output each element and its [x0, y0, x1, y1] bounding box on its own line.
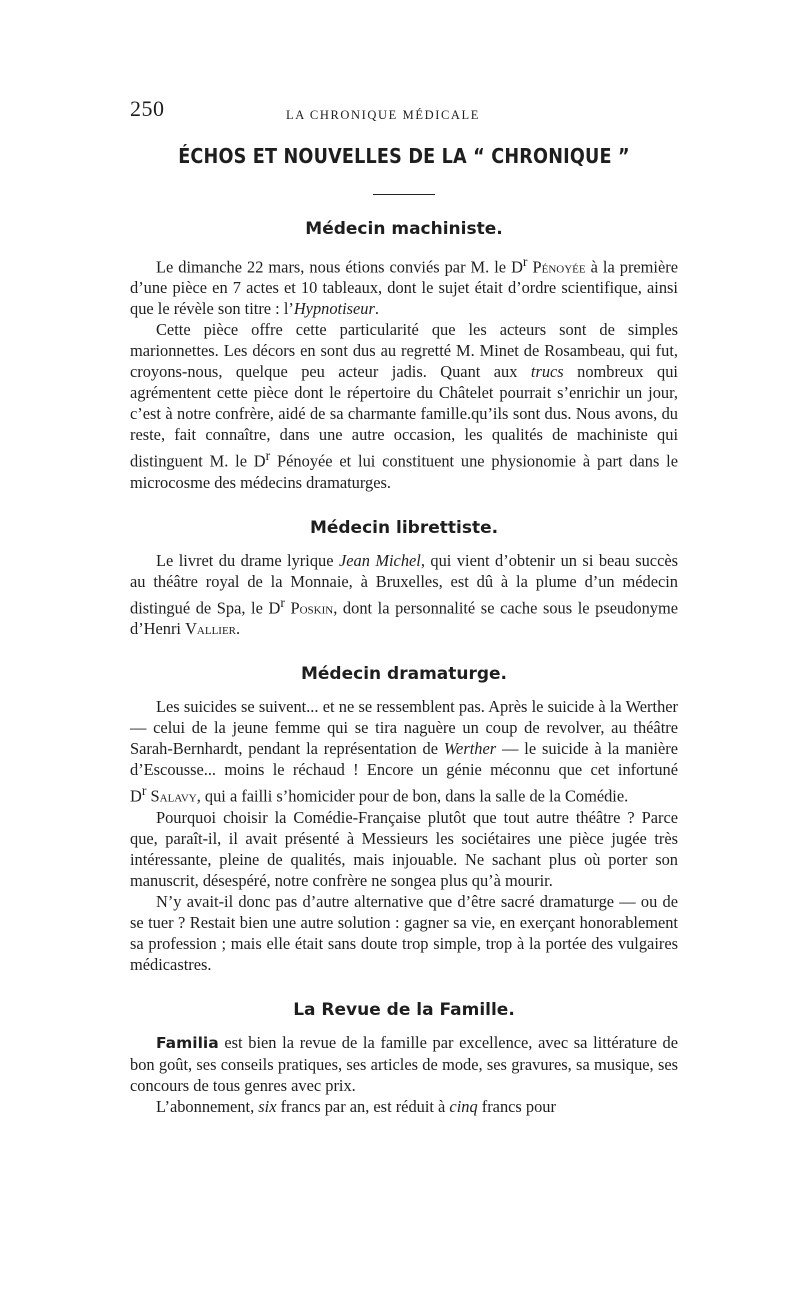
paragraph: Pourquoi choisir la Comédie-Française plutôt que tout autre théâtre ? Parce que, paraît-il, il avait présenté à Messieurs les sociétaires une pièce jugée très intéressante, pleine de qualités, mais injouable. Ne sachant plus où porter son manuscrit, désespéré, notre confrère ne songea plus qu’à mourir.: [130, 807, 678, 890]
page-number: 250: [130, 96, 165, 121]
paragraph: Cette pièce offre cette particularité que les acteurs sont de simples marionnettes. Les décors en sont dus au regretté M. Minet de Rosambeau, qui fut, croyons-nous, quelque peu acteur jadis. Quant aux trucs nombreux qui agrémentent cette pièce dont le répertoire du Châtelet pourrait s’enrichir un jour, c’est à notre confrère, aidé de sa charmante famille.qu’ils sont dus. Nous avons, du reste, fait connaître, dans une autre occasion, les qualités de machiniste qui distinguent M. le $D^r$ Pénoyée et lui constituent une physionomie à part dans le microcosme des médecins dramaturges.: [130, 320, 678, 492]
section-heading-revue-famille: La Revue de la Famille.: [293, 999, 515, 1020]
page: [130, 96, 678, 1117]
section-heading-dramaturge: Médecin dramaturge.: [300, 664, 508, 685]
paragraph: Les suicides se suivent... et ne se ressemblent pas. Après le suicide à la Werther — celui de la jeune femme qui se tira naguère un coup de revolver, au théâtre Sarah-Bernhardt, pendant la représentation de Werther — le suicide à la manière d’Escousse... moins le réchaud ! Encore un génie méconnu que cet infortuné $D^r$ Salavy, qui a failli s’homicider pour de bon, dans la salle de la Comédie.: [130, 697, 678, 806]
title-rule: [373, 194, 435, 195]
paragraph: Le livret du drame lyrique Jean Michel, qui vient d’obtenir un si beau succès au théâtre royal de la Monnaie, à Bruxelles, est dû à la plume d’un médecin distingué de Spa, le $D^r$ Poskin, dont la personnalité se cache sous le pseudonyme d’Henri Vallier.: [130, 550, 679, 639]
paragraph: L’abonnement, six francs par an, est réduit à cinq francs pour: [156, 1096, 556, 1116]
section-heading-machiniste: Médecin machiniste.: [305, 219, 503, 239]
main-title: ÉCHOS ET NOUVELLES DE LA “ CHRONIQUE ”: [178, 144, 630, 168]
running-title: LA CHRONIQUE MÉDICALE: [286, 108, 481, 122]
paragraph: N’y avait-il donc pas d’autre alternative que d’être sacré dramaturge — ou de se tuer ? Restait bien une autre solution : gagner sa vie, en exerçant honorablement sa profession ; mais elle était sans doute trop simple, trop à la portée des vulgaires médicastres.: [130, 891, 678, 974]
paragraph: Familia est bien la revue de la famille par excellence, avec sa littérature de bon goût, ses conseils pratiques, ses articles de mode, ses gravures, sa musique, ses concours de tous genres avec prix.: [130, 1032, 678, 1095]
running-head: [130, 96, 678, 128]
section-heading-librettiste: Médecin librettiste.: [309, 517, 499, 538]
paragraph: Le dimanche 22 mars, nous étions conviés par M. le $D^r$ Pénoyée à la première d’une pièce en 7 actes et 10 tableaux, dont le sujet était d’ordre scientifique, ainsi que le révèle son titre : l’Hypnotiseur.: [130, 254, 678, 319]
